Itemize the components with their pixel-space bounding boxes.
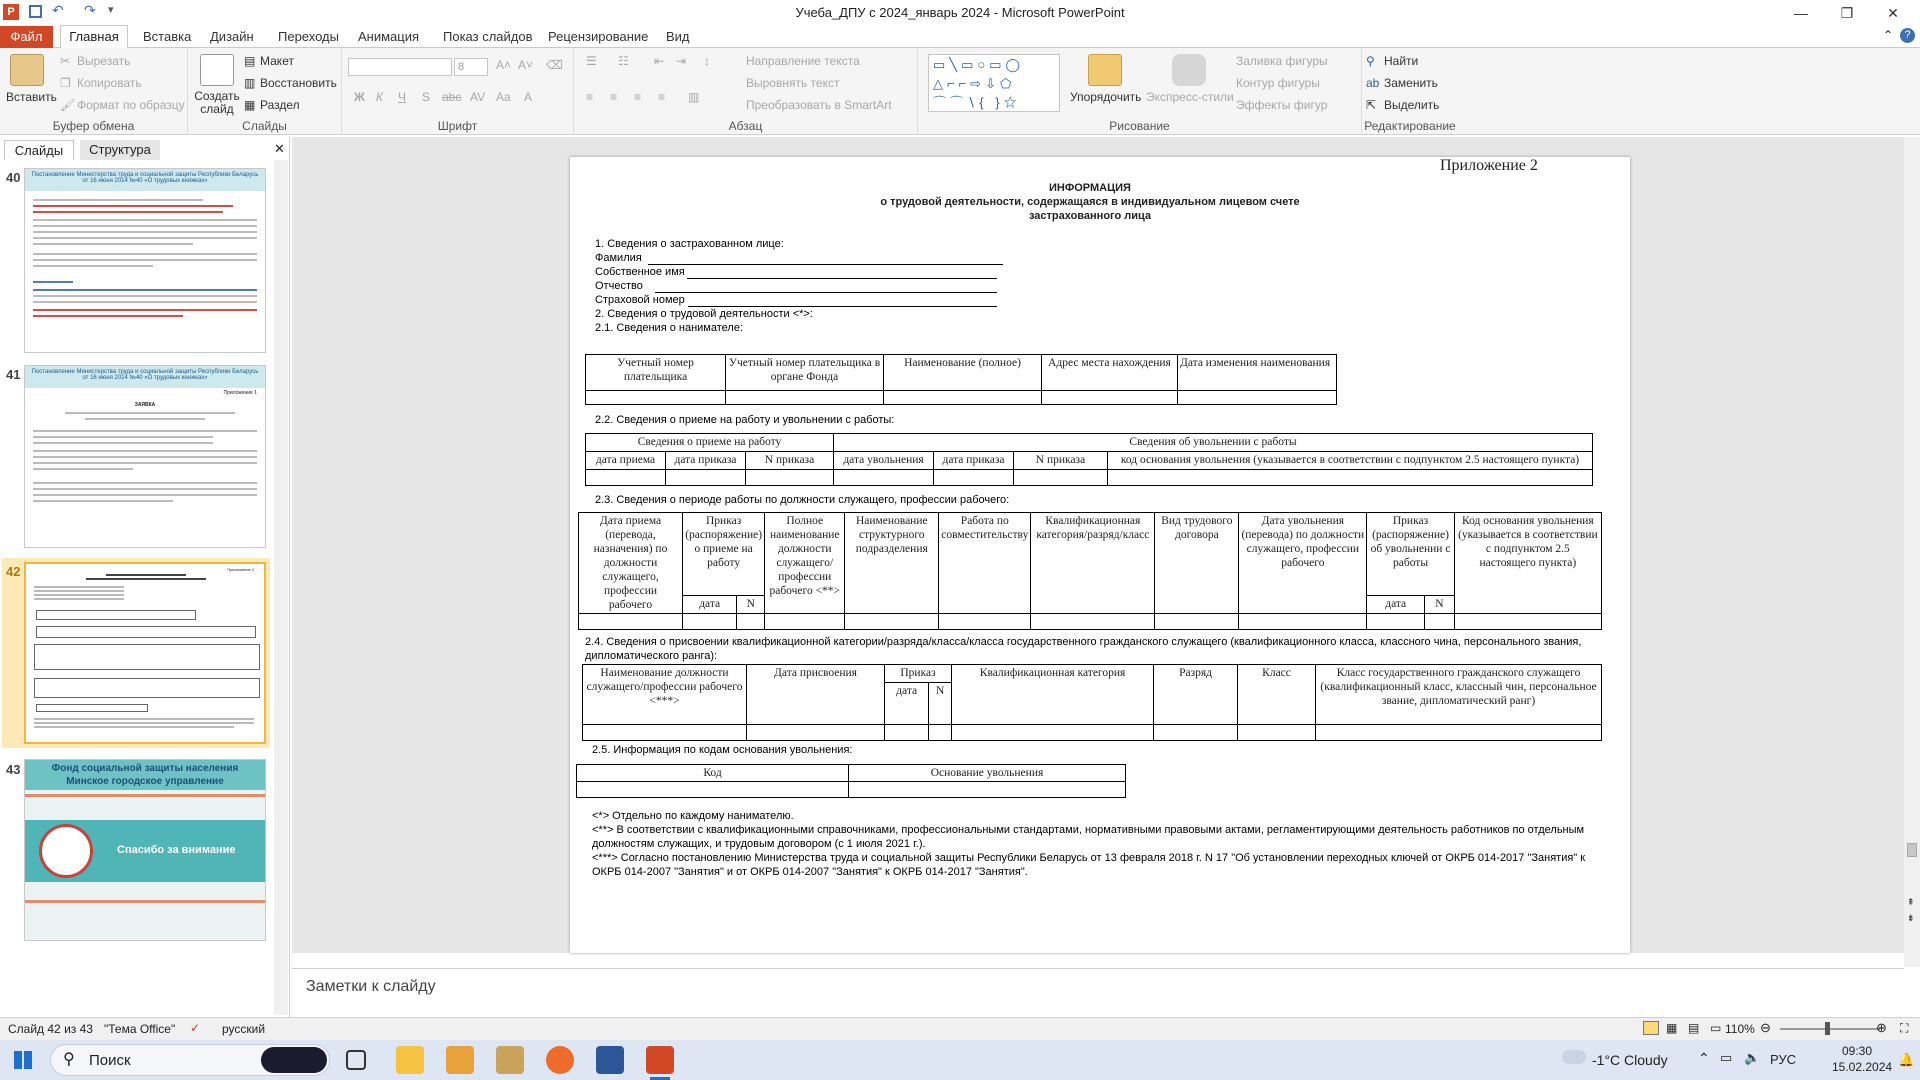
replace-icon: ab: [1366, 76, 1380, 90]
table-subheader: дата: [885, 683, 929, 725]
table-header: Квалификационная категория/разряд/класс: [1031, 513, 1155, 614]
find-icon: ⚲: [1366, 54, 1375, 68]
table-header: Дата присвоения: [747, 665, 885, 725]
field-name-line: [687, 278, 997, 279]
table-header: Код: [577, 765, 849, 782]
thumb-appendix: Приложение 2: [227, 567, 254, 572]
zoom-level[interactable]: 110%: [1725, 1022, 1755, 1036]
redo-icon[interactable]: ↷: [84, 2, 96, 18]
shape-effects-button[interactable]: Эффекты фигур: [1236, 98, 1328, 112]
section-1-heading: 1. Сведения о застрахованном лице:: [595, 238, 784, 250]
section-2-4-heading-cont: дипломатического ранга):: [585, 650, 718, 662]
bullets-icon[interactable]: ☰: [586, 54, 597, 68]
minimize-icon[interactable]: —: [1794, 5, 1808, 21]
table-header: Сведения об увольнении с работы: [834, 434, 1593, 452]
section-2-heading: 2. Сведения о трудовой деятельности <*>:: [595, 308, 813, 320]
field-name: Собственное имя: [595, 266, 685, 278]
input-language[interactable]: РУС: [1770, 1052, 1797, 1067]
status-bar: [0, 1017, 1920, 1040]
thumb-header: Постановление Министерства труда и социальной защиты Республики Беларусь от 16 июня 2014 №40 «О трудовых книжках»: [25, 169, 265, 191]
group-label: Рисование: [1109, 119, 1170, 133]
title-line-3: застрахованного лица: [1028, 210, 1152, 222]
search-label: Поиск: [89, 1052, 131, 1069]
shadow-button[interactable]: S: [422, 90, 431, 104]
tab-view[interactable]: Вид: [666, 29, 690, 44]
tab-design[interactable]: Дизайн: [210, 29, 254, 44]
word-icon[interactable]: [596, 1046, 624, 1074]
field-surname-line: [648, 264, 1003, 265]
table-header: Дата изменения наименования: [1178, 355, 1337, 391]
thumb-header: Постановление Министерства труда и социальной защиты Республики Беларусь от 16 июня 2014 №40 «О трудовых книжках»: [25, 366, 265, 388]
field-patronymic-line: [655, 292, 997, 293]
reset-icon: ▥: [244, 76, 256, 90]
volume-icon[interactable]: 🔈: [1744, 1050, 1761, 1065]
char-spacing-icon[interactable]: AV: [470, 90, 486, 104]
slide-number: 43: [6, 762, 21, 777]
arrange-button[interactable]: Упорядочить: [1070, 90, 1142, 104]
task-view-icon[interactable]: [346, 1050, 366, 1070]
new-slide-button[interactable]: Создать слайд: [194, 89, 240, 116]
grow-font-icon[interactable]: A˄: [496, 58, 512, 72]
columns-icon[interactable]: ▥: [688, 90, 700, 104]
copy-button[interactable]: Копировать: [77, 76, 142, 90]
strikethrough-button[interactable]: abc: [442, 90, 462, 104]
thumb-stripe: [25, 794, 265, 797]
taskbar: [0, 1040, 1920, 1080]
increase-indent-icon[interactable]: ⇥: [676, 54, 687, 68]
fund-logo-icon: [39, 824, 93, 878]
slide-counter: Слайд 42 из 43: [8, 1022, 93, 1036]
new-slide-icon: [200, 54, 234, 86]
editor-scrollbar[interactable]: [1904, 137, 1920, 967]
section-2-5-heading: 2.5. Информация по кодам основания увольнения:: [592, 744, 853, 756]
employer-table: [585, 354, 1337, 405]
layout-button[interactable]: Макет: [260, 54, 294, 68]
quick-styles-icon: [1172, 54, 1206, 86]
clear-format-icon[interactable]: ⌫: [546, 58, 563, 72]
thumbnails-scrollbar[interactable]: [274, 160, 288, 1015]
section-2-3-heading: 2.3. Сведения о периоде работы по должности служащего, профессии рабочего:: [595, 494, 1010, 506]
field-insurance-line: [688, 306, 997, 307]
tray-chevron-icon[interactable]: ⌃: [1698, 1050, 1710, 1066]
table-subheader: дата: [683, 595, 737, 613]
ribbon: [0, 48, 1920, 135]
font-color-icon[interactable]: A: [524, 90, 533, 104]
notes-placeholder: Заметки к слайду: [306, 978, 436, 995]
collapse-ribbon-icon[interactable]: ⌃: [1883, 28, 1894, 42]
qualification-table: [582, 664, 1602, 741]
table-subheader: дата: [1367, 595, 1425, 613]
slide-thumbnails-pane: [0, 137, 290, 1017]
slide-thumbnail-40[interactable]: [24, 168, 266, 353]
select-icon: ⇱: [1366, 98, 1377, 112]
work-period-table: [578, 512, 1602, 630]
group-label: Редактирование: [1364, 119, 1456, 133]
group-font: [342, 48, 574, 135]
group-editing: [1362, 48, 1458, 135]
table-header: Полное наименование должности служащего/профессии рабочего <**>: [765, 513, 845, 614]
quick-styles-button[interactable]: Экспресс-стили: [1146, 90, 1234, 104]
underline-button[interactable]: Ч: [398, 90, 406, 104]
field-patronymic: Отчество: [595, 280, 643, 292]
zoom-slider[interactable]: [1780, 1028, 1880, 1030]
table-header: N приказа: [1014, 452, 1108, 470]
table-header: Класс государственного гражданского служащего (квалификационный класс, классный чин, персональное звание, дипломатический ранг): [1316, 665, 1602, 725]
section-2-2-heading: 2.2. Сведения о приеме на работу и увольнении с работы:: [595, 414, 895, 426]
powerpoint-icon[interactable]: [646, 1046, 674, 1074]
section-button[interactable]: Раздел: [260, 98, 300, 112]
network-icon[interactable]: ▭: [1720, 1050, 1733, 1065]
format-painter-icon: 🖌: [60, 98, 76, 112]
change-case-icon[interactable]: Aa: [496, 90, 511, 104]
thumb-zayav: ЗАЯВКА: [134, 402, 156, 408]
next-slide-icon[interactable]: ⇟: [1907, 913, 1915, 923]
footnote-3-cont: ОКРБ 014-2007 "Занятия" и от ОКРБ 014-2007 "Занятия" к ОКРБ 014-2017 "Занятия".: [592, 866, 1028, 878]
table-header: Наименование должности служащего/профессии рабочего <***>: [583, 665, 747, 725]
table-header: Дата увольнения (перевода) по должности служащего, профессии рабочего: [1239, 513, 1367, 614]
align-center-icon[interactable]: ≡: [610, 90, 618, 104]
table-header: дата приказа: [934, 452, 1014, 470]
thumb-appendix: Приложение 1: [223, 390, 257, 396]
format-painter-button[interactable]: Формат по образцу: [77, 98, 185, 112]
tab-animation[interactable]: Анимация: [358, 29, 420, 44]
italic-button[interactable]: К: [376, 90, 384, 104]
table-header: Сведения о приеме на работу: [586, 434, 834, 452]
outlook-icon[interactable]: [446, 1046, 474, 1074]
replace-button[interactable]: Заменить: [1384, 76, 1438, 90]
slide-sorter-icon[interactable]: ▦: [1666, 1021, 1678, 1035]
zoom-slider-thumb[interactable]: [1825, 1022, 1830, 1035]
decrease-indent-icon[interactable]: ⇤: [654, 54, 665, 68]
reading-view-icon[interactable]: ▤: [1688, 1021, 1700, 1035]
tab-outline-panel[interactable]: Структура: [80, 140, 160, 160]
arrange-icon: [1088, 54, 1122, 86]
line-spacing-icon[interactable]: ↕: [704, 54, 710, 68]
slide-thumbnail-43[interactable]: [24, 759, 266, 941]
scissors-icon: ✂: [60, 54, 71, 68]
table-subheader: N: [929, 683, 952, 725]
table-header: N приказа: [746, 452, 834, 470]
table-header: Основание увольнения: [849, 765, 1126, 782]
firefox-icon[interactable]: [546, 1046, 574, 1074]
slide-number: 41: [6, 367, 21, 382]
table-header: Код основания увольнения (указывается в соответствии с подпунктом 2.5 настоящего пункта): [1454, 513, 1601, 614]
zoom-out-icon[interactable]: ⊖: [1760, 1020, 1771, 1035]
section-2-4-heading: 2.4. Сведения о присвоении квалификационной категории/разряда/класса/класса государственного гражданского служащего (квалификационного класса, классного чина, персонального звания,: [585, 636, 1582, 648]
spellcheck-icon[interactable]: ✓: [190, 1021, 201, 1035]
font-size-input[interactable]: 8: [454, 58, 488, 76]
table-header: Вид трудового договора: [1155, 513, 1239, 614]
help-icon[interactable]: ?: [1900, 28, 1915, 43]
table-header: Приказ (распоряжение) о приеме на работу: [683, 513, 765, 596]
thumb-stripe: [25, 900, 265, 903]
slide-thumbnail-42[interactable]: [24, 562, 266, 744]
footnote-2: <**> В соответствии с квалификационными справочниками, профессиональными стандартами, нормативными правовыми актами, регламентирующими деятельность работников по отдельным: [592, 824, 1585, 836]
table-header: Дата приема (перевода, назначения) по должности служащего, профессии рабочего: [579, 513, 683, 614]
table-header: дата приема: [586, 452, 666, 470]
table-header: Приказ: [885, 665, 952, 683]
copy-icon: ❐: [60, 76, 71, 90]
group-label: Шрифт: [437, 119, 478, 133]
table-header: код основания увольнения (указывается в соответствии с подпунктом 2.5 настоящего пункта): [1108, 452, 1593, 470]
tab-slides-panel[interactable]: Слайды: [4, 140, 74, 160]
thumb-thanks: Спасибо за внимание: [117, 844, 236, 856]
clock-date[interactable]: 15.02.2024: [1832, 1060, 1893, 1074]
table-header: Класс: [1238, 665, 1316, 725]
group-slides: [188, 48, 342, 135]
title-bar: [0, 0, 1920, 26]
thumb-line1: Фонд социальной защиты населения: [51, 763, 239, 774]
title-line-2: о трудовой деятельности, содержащаяся в индивидуальном лицевом счете: [880, 196, 1300, 208]
paste-icon: [10, 54, 44, 86]
theme-name: "Тема Office": [104, 1022, 176, 1036]
clock-time[interactable]: 09:30: [1842, 1044, 1873, 1058]
justify-icon[interactable]: ≡: [658, 90, 666, 104]
align-text-button[interactable]: Выровнять текст: [746, 76, 840, 90]
tab-home[interactable]: Главная: [60, 25, 128, 49]
tab-slideshow[interactable]: Показ слайдов: [443, 29, 533, 44]
section-icon: ▦: [244, 98, 256, 112]
normal-view-icon[interactable]: [1643, 1021, 1659, 1035]
close-pane-icon[interactable]: ✕: [274, 141, 285, 156]
copilot-icon[interactable]: [261, 1047, 327, 1073]
prev-slide-icon[interactable]: ⇞: [1907, 897, 1915, 907]
language[interactable]: русский: [222, 1022, 266, 1036]
tab-transitions[interactable]: Переходы: [278, 29, 339, 44]
table-subheader: N: [737, 595, 765, 613]
zoom-in-icon[interactable]: ⊕: [1876, 1020, 1887, 1035]
tab-file[interactable]: Файл: [0, 26, 53, 48]
ribbon-tabs: [0, 26, 1920, 48]
thumb-line2: Минское городское управление: [66, 776, 224, 787]
table-header: дата увольнения: [834, 452, 934, 470]
form-title: [870, 181, 1310, 223]
search-box[interactable]: [50, 1044, 330, 1076]
restore-icon[interactable]: ❐: [1840, 5, 1854, 21]
notifications-icon[interactable]: 🔔: [1898, 1052, 1915, 1067]
text-direction-button[interactable]: Направление текста: [746, 54, 860, 68]
find-button[interactable]: Найти: [1384, 54, 1419, 68]
footnote-3: <***> Согласно постановлению Министерства труда и социальной защиты Республики Беларусь от 13 февраля 2018 г. N 17 "Об установлении переходных ключей от ОКРБ 014-2017 "Занятия" к: [592, 852, 1586, 864]
table-header: Разряд: [1154, 665, 1238, 725]
font-name-input[interactable]: [348, 58, 452, 76]
table-subheader: N: [1425, 595, 1455, 613]
field-insurance-number: Страховой номер: [595, 294, 685, 306]
footnote-1: <*> Отдельно по каждому нанимателю.: [592, 810, 794, 822]
dismissal-codes-table: [576, 764, 1126, 798]
table-header: Адрес места нахождения: [1042, 355, 1178, 391]
reset-button[interactable]: Восстановить: [260, 76, 337, 90]
tab-review[interactable]: Рецензирование: [548, 29, 649, 44]
slideshow-icon[interactable]: ▭: [1710, 1021, 1722, 1035]
footnote-2-cont: должностям служащих, и трудовым договором (с 1 июля 2021 г.).: [592, 838, 926, 850]
title-line-1: ИНФОРМАЦИЯ: [1049, 182, 1131, 194]
windows-start-icon[interactable]: [14, 1051, 32, 1069]
group-label: Слайды: [242, 119, 287, 133]
align-right-icon[interactable]: ≡: [634, 90, 642, 104]
table-header: Квалификационная категория: [952, 665, 1154, 725]
tab-insert[interactable]: Вставка: [143, 29, 192, 44]
weather-text[interactable]: -1°C Cloudy: [1592, 1052, 1668, 1068]
hiring-dismissal-table: [585, 433, 1593, 486]
app-icon[interactable]: [496, 1046, 524, 1074]
search-icon: ⚲: [63, 1051, 75, 1068]
layout-icon: ▤: [244, 54, 256, 68]
shrink-font-icon[interactable]: A˅: [518, 58, 534, 72]
shape-fill-button[interactable]: Заливка фигуры: [1236, 54, 1328, 68]
fit-slide-icon[interactable]: ⛶: [1900, 1021, 1909, 1035]
cut-button[interactable]: Вырезать: [77, 54, 131, 68]
table-header: Учетный номер плательщика: [586, 355, 726, 391]
paste-button[interactable]: Вставить: [6, 90, 57, 104]
slide-number: 42: [6, 564, 21, 579]
table-header: Работа по совместительству: [939, 513, 1031, 614]
group-label: Абзац: [728, 119, 763, 133]
window-title: Учеба_ДПУ с 2024_январь 2024 - Microsoft PowerPoint: [795, 5, 1125, 20]
notes-pane[interactable]: [292, 968, 1904, 1016]
bold-button[interactable]: Ж: [354, 90, 365, 104]
group-label: Буфер обмена: [52, 119, 135, 133]
select-button[interactable]: Выделить: [1384, 98, 1440, 112]
table-header: Приказ (распоряжение) об увольнении с работы: [1367, 513, 1454, 596]
field-surname: Фамилия: [595, 252, 642, 264]
group-paragraph: [574, 48, 918, 135]
shapes-gallery[interactable]: ▭╲▭○▭◯ △⌐⌐⇨⇩⬠ ⌒⌒∖{ }☆: [928, 54, 1060, 112]
table-header: Учетный номер плательщика в органе Фонда: [726, 355, 884, 391]
smartart-button[interactable]: Преобразовать в SmartArt: [746, 98, 892, 112]
slide-number: 40: [6, 170, 21, 185]
group-clipboard: [0, 48, 188, 135]
section-2-1-heading: 2.1. Сведения о нанимателе:: [595, 322, 743, 334]
appendix-label: Приложение 2: [1440, 157, 1538, 174]
powerpoint-logo-icon: P: [3, 4, 19, 20]
close-icon[interactable]: ✕: [1887, 5, 1899, 21]
weather-icon: [1562, 1050, 1586, 1064]
slide-thumbnail-41[interactable]: [24, 365, 266, 548]
numbering-icon[interactable]: ☷: [618, 54, 629, 68]
slide-canvas[interactable]: [570, 157, 1630, 953]
group-drawing: [918, 48, 1362, 135]
table-header: дата приказа: [666, 452, 746, 470]
shape-outline-button[interactable]: Контур фигуры: [1236, 76, 1320, 90]
customize-qat-icon[interactable]: ▾: [108, 4, 114, 16]
table-header: Наименование (полное): [884, 355, 1042, 391]
file-explorer-icon[interactable]: [396, 1046, 424, 1074]
undo-icon[interactable]: ↶: [52, 2, 64, 18]
table-header: Наименование структурного подразделения: [845, 513, 939, 614]
align-left-icon[interactable]: ≡: [586, 90, 594, 104]
